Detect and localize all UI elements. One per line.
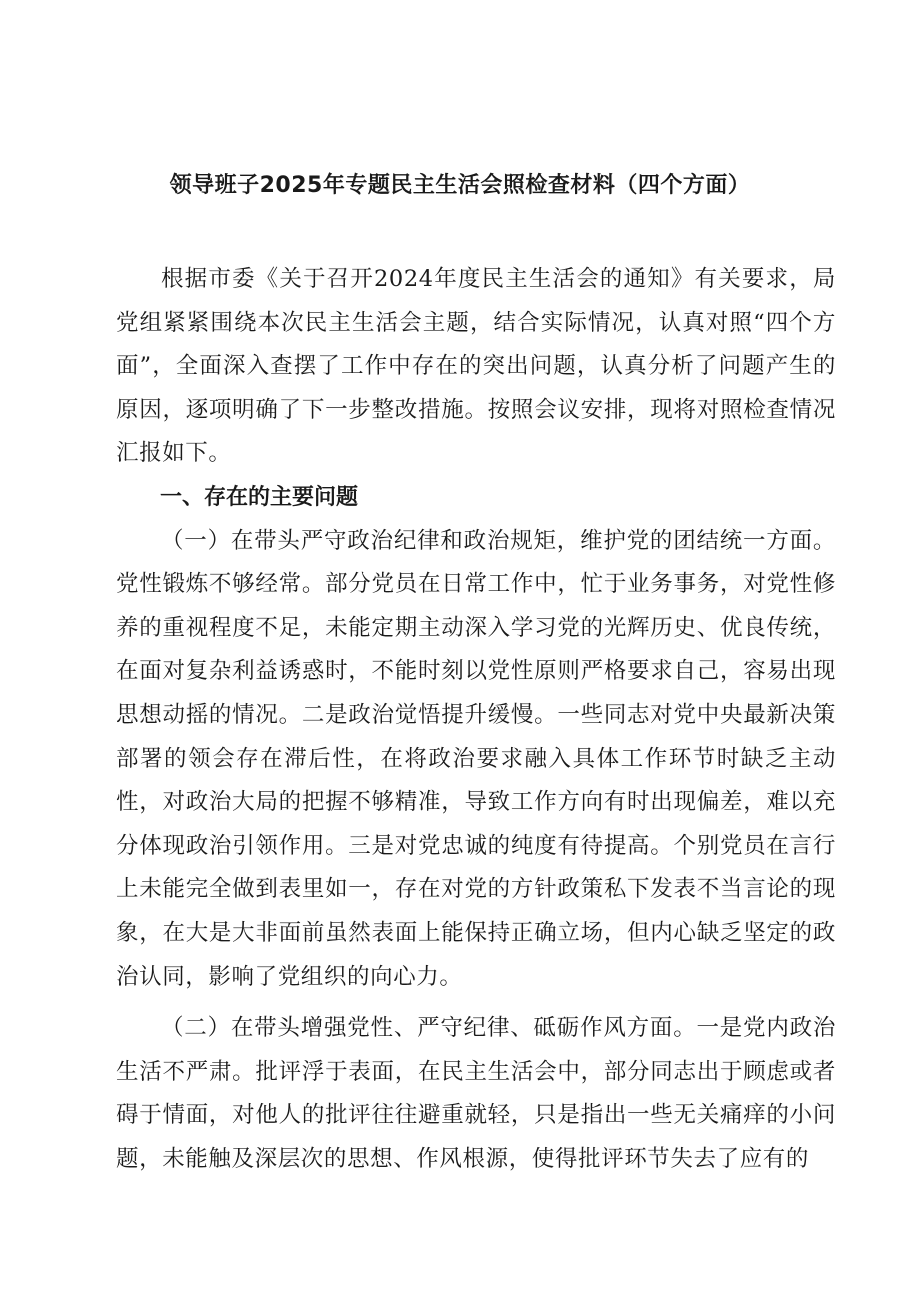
document-body [116, 258, 836, 1181]
intro-paragraph: 根据市委《关于召开2024年度民主生活会的通知》有关要求，局党组紧紧围绕本次民主生活会主题，结合实际情况，认真对照“四个方面”，全面深入查摆了工作中存在的突出问题，认真分析了问题产生的原因，逐项明确了下一步整改措施。按照会议安排，现将对照检查情况汇报如下。 [116, 266, 836, 467]
point-one-paragraph: （一）在带头严守政治纪律和政治规矩，维护党的团结统一方面。党性锻炼不够经常。部分党员在日常工作中，忙于业务事务，对党性修养的重视程度不足，未能定期主动深入学习党的光辉历史、优良传统，在面对复杂利益诱惑时，不能时刻以党性原则严格要求自己，容易出现思想动摇的情况。二是政治觉悟提升缓慢。一些同志对党中央最新决策部署的领会存在滞后性，在将政治要求融入具体工作环节时缺乏主动性，对政治大局的把握不够精准，导致工作方向有时出现偏差，难以充分体现政治引领作用。三是对党忠诚的纯度有待提高。个别党员在言行上未能完全做到表里如一，存在对党的方针政策私下发表不当言论的现象，在大是大非面前虽然表面上能保持正确立场，但内心缺乏坚定的政治认同，影响了党组织的向心力。 [116, 527, 836, 990]
section-heading: 一、存在的主要问题 [160, 484, 359, 510]
point-two-paragraph: （二）在带头增强党性、严守纪律、砥砺作风方面。一是党内政治生活不严肃。批评浮于表面，在民主生活会中，部分同志出于顾虑或者碍于情面，对他人的批评往往避重就轻，只是指出一些无关痛痒的小问题，未能触及深层次的思想、作风根源，使得批评环节失去了应有的 [116, 1015, 836, 1172]
document-title: 领导班子2025年专题民主生活会照检查材料（四个方面） [169, 173, 751, 198]
